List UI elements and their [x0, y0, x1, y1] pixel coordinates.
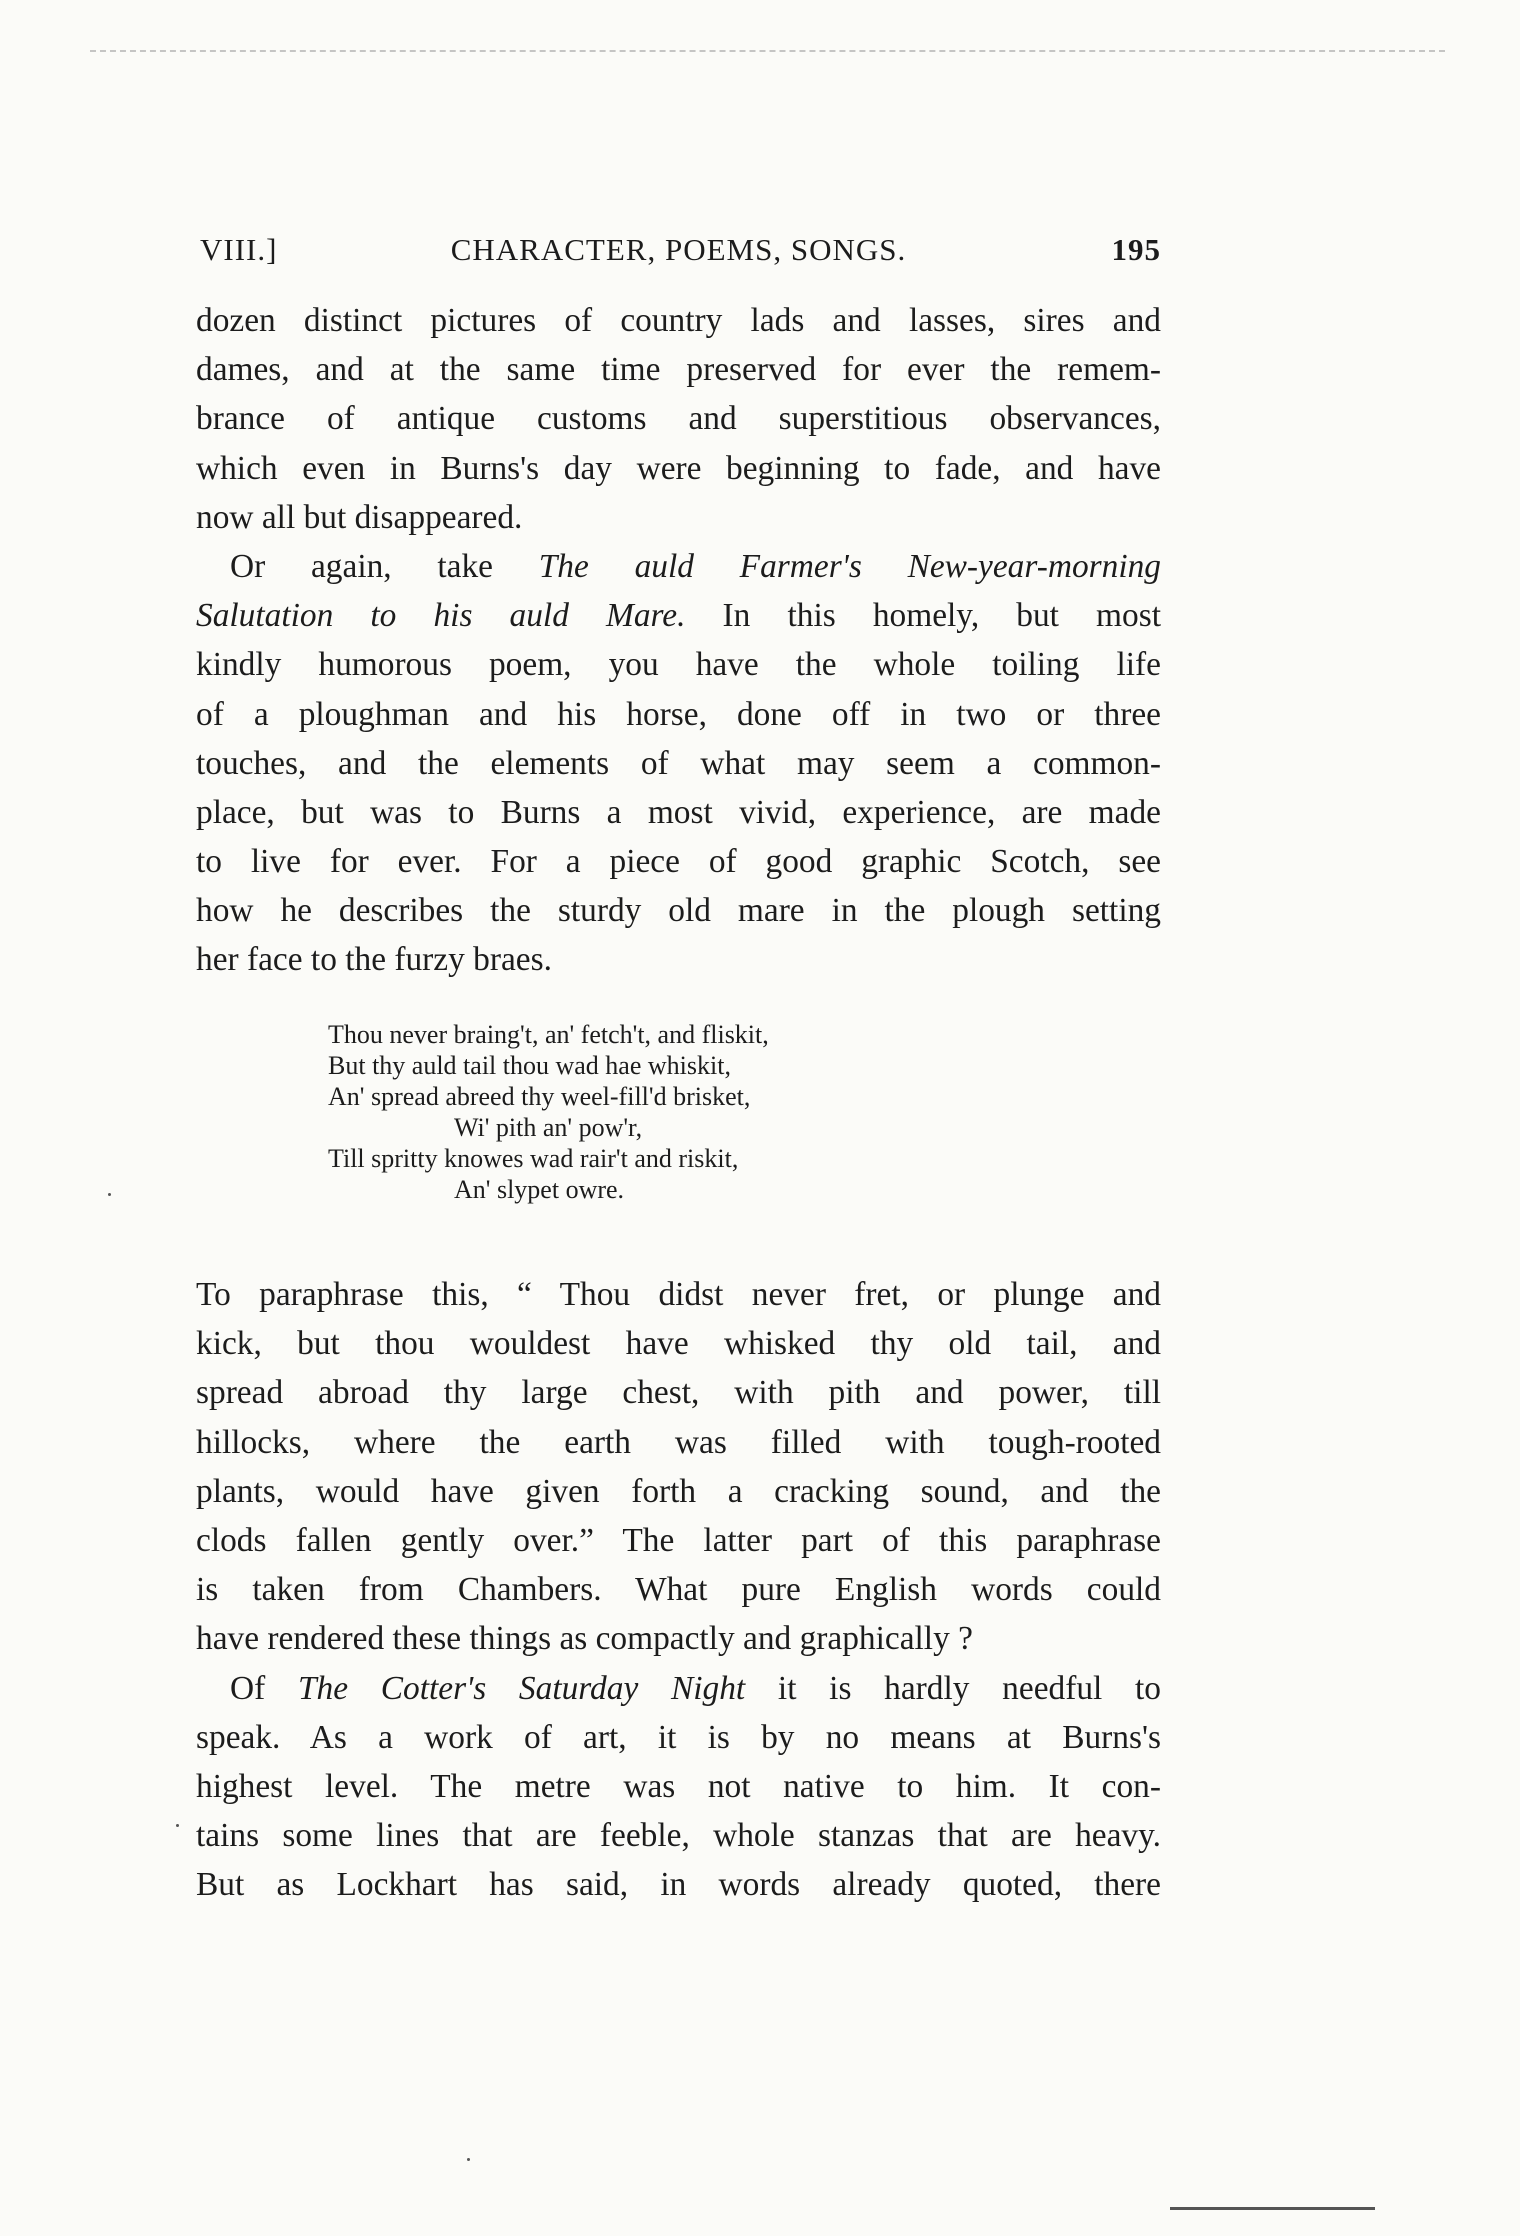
body-text-upper — [196, 296, 1161, 985]
text-line: of a ploughman and his horse, done off in two or three — [196, 695, 1161, 733]
text-run: it is hardly needful to — [745, 1669, 1161, 1707]
text-line: highest level. The metre was not native to him. It con- — [196, 1767, 1161, 1805]
text-line: kick, but thou wouldest have whisked thy old tail, and — [196, 1325, 1161, 1363]
running-title: CHARACTER, POEMS, SONGS. — [450, 232, 907, 267]
text-run: In this homely, but most — [685, 597, 1161, 635]
page-number: 195 — [1111, 232, 1161, 267]
text-line: her face to the furzy braes. — [196, 941, 552, 979]
body-text-lower — [196, 1270, 1161, 1909]
chapter-number: VIII.] — [200, 232, 278, 267]
text-line: touches, and the elements of what may seem a common- — [196, 744, 1161, 782]
text-line: plants, would have given forth a cracking sound, and the — [196, 1472, 1161, 1510]
work-title: The auld Farmer's New-year-morning — [538, 547, 1161, 585]
text-line: is taken from Chambers. What pure English words could — [196, 1571, 1161, 1609]
text-line: which even in Burns's day were beginning to fade, and have — [196, 449, 1161, 487]
text-line: spread abroad thy large chest, with pith and power, till — [196, 1374, 1161, 1412]
running-header — [196, 232, 1161, 272]
work-title: The Cotter's Saturday Night — [297, 1669, 746, 1707]
text-line: dozen distinct pictures of country lads and lasses, sires and — [196, 302, 1161, 339]
text-line: tains some lines that are feeble, whole stanzas that are heavy. — [196, 1817, 1161, 1855]
text-line: place, but was to Burns a most vivid, experience, are made — [196, 793, 1161, 831]
text-line: clods fallen gently over.” The latter part of this paraphrase — [196, 1521, 1161, 1559]
text-line: speak. As a work of art, it is by no means at Burns's — [196, 1718, 1161, 1756]
text-line: kindly humorous poem, you have the whole toiling life — [196, 646, 1161, 684]
text-line: hillocks, where the earth was filled with tough-rooted — [196, 1423, 1161, 1461]
text-line — [196, 1664, 1161, 1713]
text-line: dames, and at the same time preserved for ever the remem- — [196, 351, 1161, 389]
text-run: Of — [230, 1669, 298, 1707]
text-line: To paraphrase this, “ Thou didst never fret, or plunge and — [196, 1276, 1161, 1313]
page-bottom-rule — [1170, 2207, 1375, 2210]
paper-speck — [176, 1824, 179, 1827]
poem-line: Wi' pith an' pow'r, — [454, 1113, 643, 1142]
text-line: brance of antique customs and superstitious observances, — [196, 400, 1161, 438]
text-line: But as Lockhart has said, in words already quoted, there — [196, 1866, 1161, 1904]
text-line: have rendered these things as compactly and graphically ? — [196, 1620, 973, 1658]
poem-line: An' slypet owre. — [454, 1175, 625, 1204]
poem-line: Till spritty knowes wad rair't and riskit, — [328, 1144, 739, 1173]
text-line — [196, 591, 1161, 640]
work-title: Salutation to his auld Mare. — [196, 597, 686, 635]
text-line: to live for ever. For a piece of good graphic Scotch, see — [196, 843, 1161, 881]
text-run: Or again, take — [230, 547, 539, 585]
poem-quotation — [328, 1019, 1028, 1205]
text-line: how he describes the sturdy old mare in the plough setting — [196, 892, 1161, 930]
paper-speck — [467, 2158, 470, 2161]
page-top-rule — [90, 50, 1445, 52]
poem-line: Thou never braing't, an' fetch't, and fliskit, — [328, 1020, 769, 1049]
text-line — [196, 542, 1161, 591]
text-line: now all but disappeared. — [196, 498, 523, 536]
poem-line: But thy auld tail thou wad hae whiskit, — [328, 1051, 731, 1080]
paper-speck — [108, 1193, 111, 1196]
poem-line: An' spread abreed thy weel-fill'd brisket, — [328, 1082, 751, 1111]
